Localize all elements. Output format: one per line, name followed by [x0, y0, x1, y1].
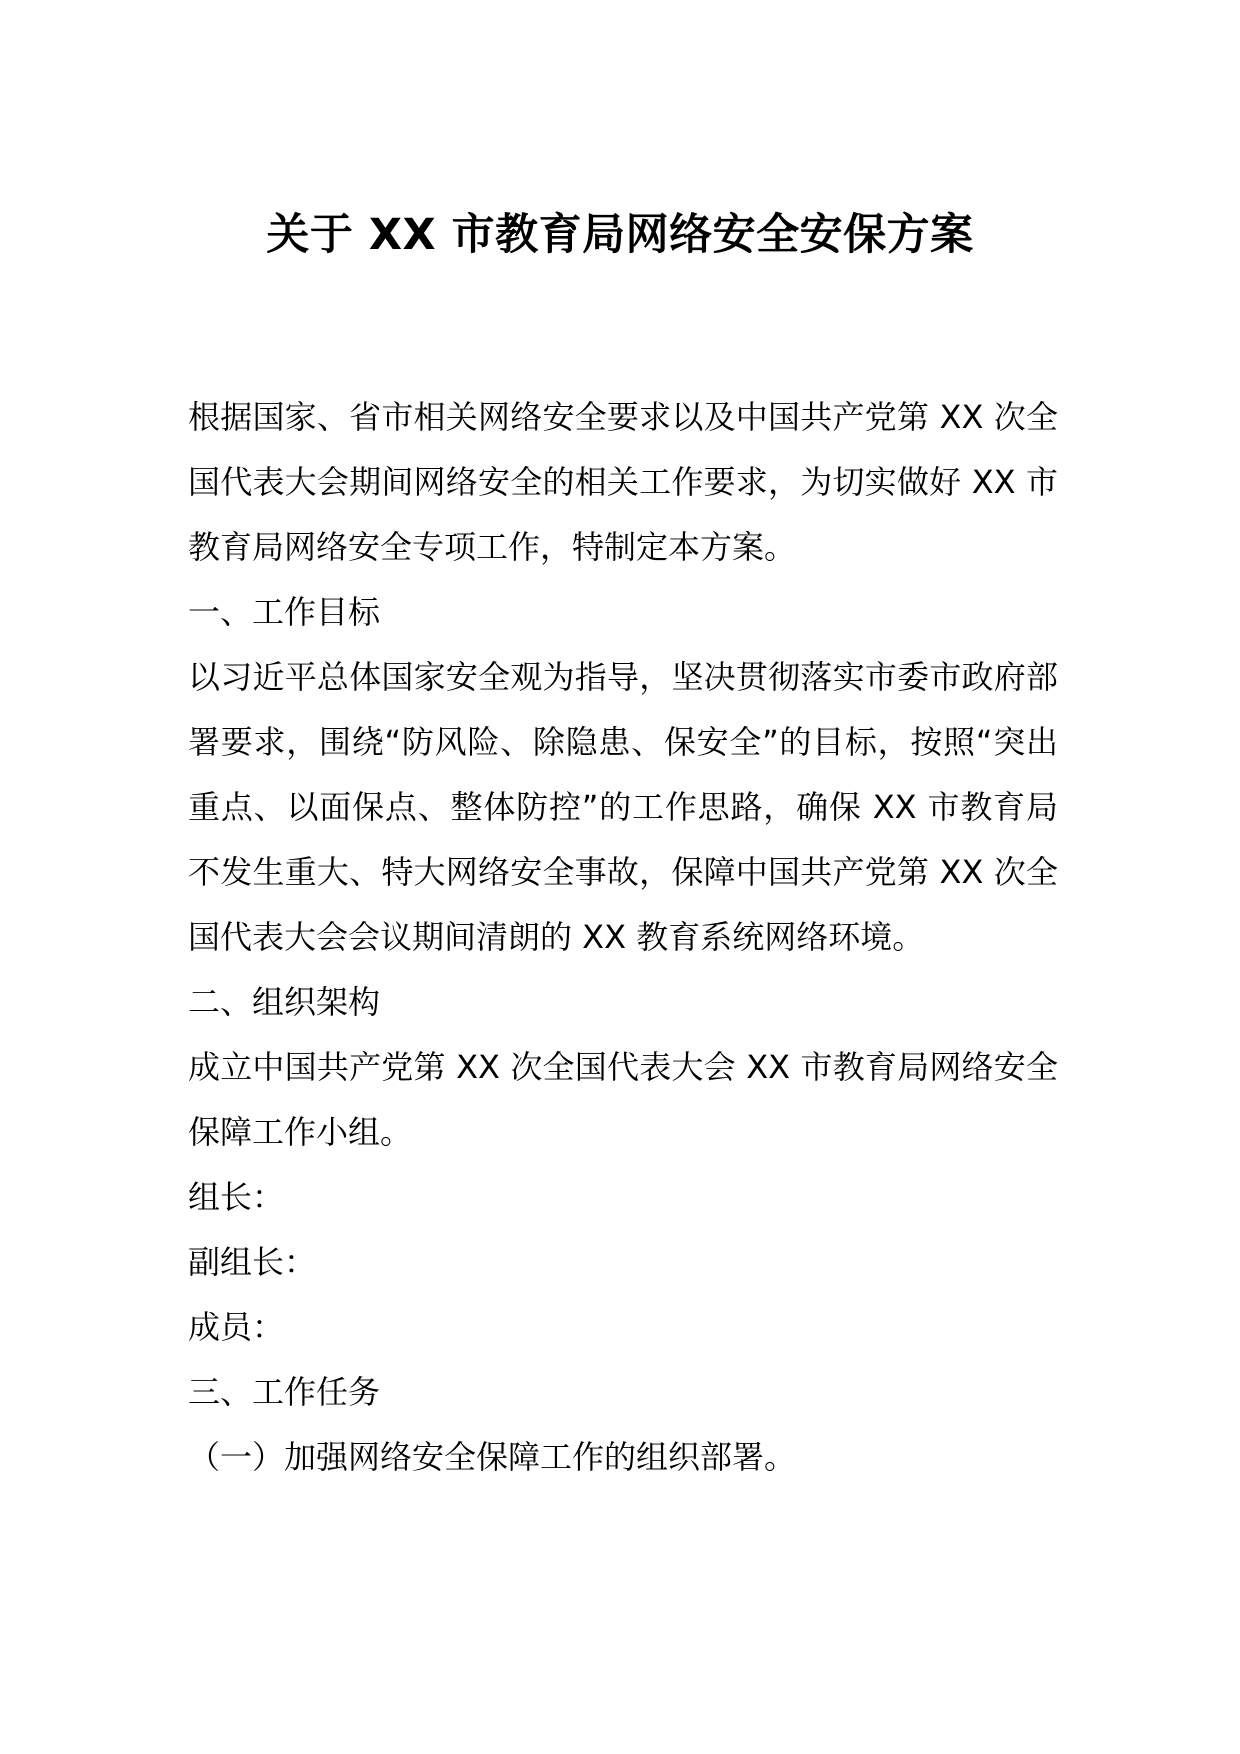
document-body	[188, 385, 1058, 1490]
members-label: 成员：	[188, 1308, 285, 1346]
goals-paragraph: 以习近平总体国家安全观为指导，坚决贯彻落实市委市政府部署要求，围绕“防风险、除隐患、保安全”的目标，按照“突出重点、以面保点、整体防控”的工作思路，确保 XX 市教育局不发生重大、特大网络安全事故，保障中国共产党第 XX 次全国代表大会会议期间清朗的 XX 教育系统网络环境。	[188, 658, 1058, 956]
document-title: 关于 XX 市教育局网络安全安保方案	[266, 210, 974, 260]
leader-label: 组长：	[188, 1178, 285, 1216]
deputy-leader-label: 副组长：	[188, 1243, 317, 1281]
organization-paragraph: 成立中国共产党第 XX 次全国代表大会 XX 市教育局网络安全保障工作小组。	[188, 1048, 1058, 1151]
section-heading-organization: 二、组织架构	[188, 983, 381, 1021]
section-heading-tasks: 三、工作任务	[188, 1373, 381, 1411]
task-item-1: （一）加强网络安全保障工作的组织部署。	[188, 1438, 797, 1476]
intro-paragraph: 根据国家、省市相关网络安全要求以及中国共产党第 XX 次全国代表大会期间网络安全的相关工作要求，为切实做好 XX 市教育局网络安全专项工作，特制定本方案。	[188, 398, 1058, 566]
section-heading-goals: 一、工作目标	[188, 593, 381, 631]
